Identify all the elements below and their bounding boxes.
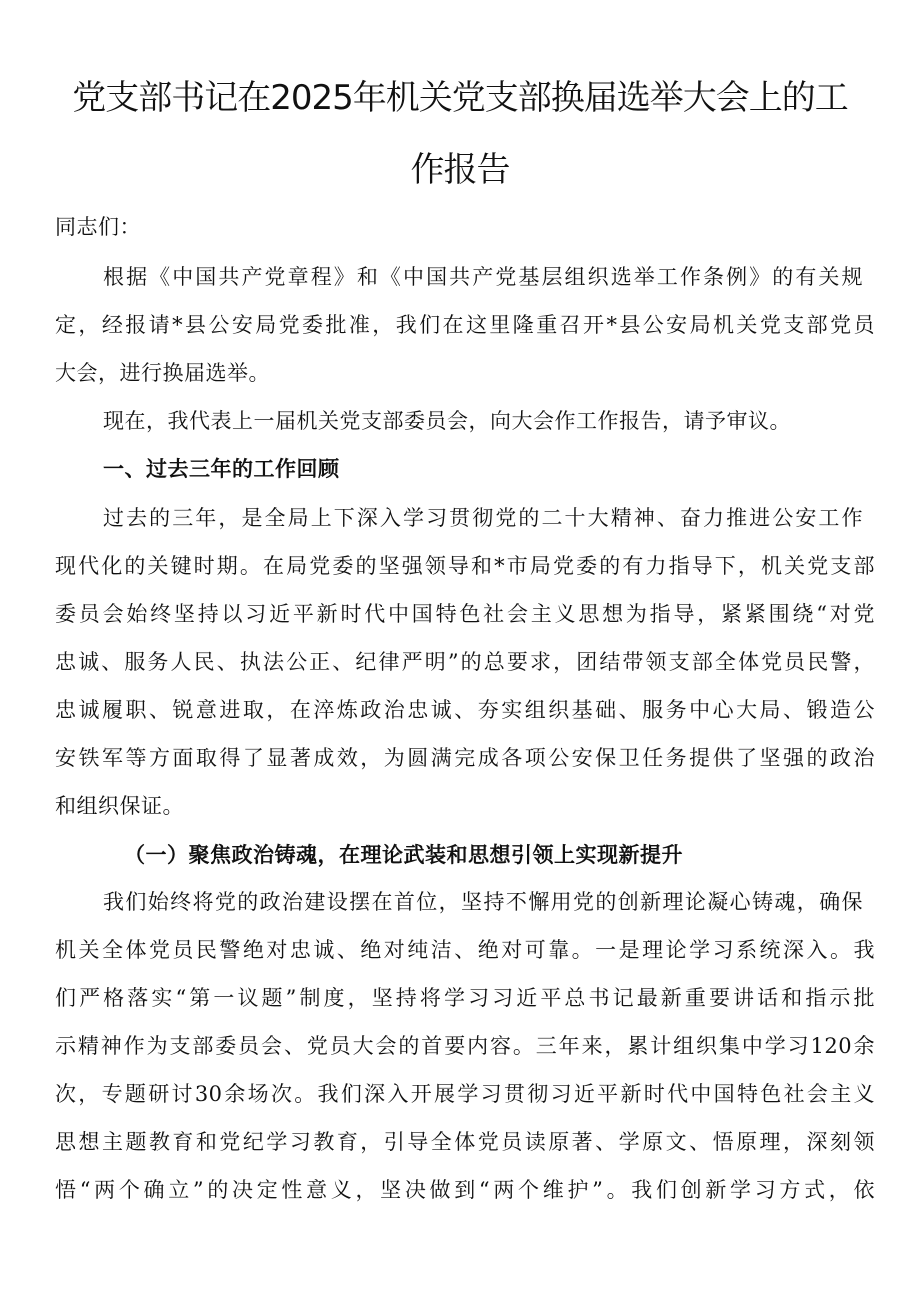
section-heading-review: 一、过去三年的工作回顾: [103, 456, 340, 481]
review-paragraph-line: 和组织保证。: [55, 794, 184, 818]
report-request-paragraph: 现在，我代表上一届机关党支部委员会，向大会作工作报告，请予审议。: [103, 409, 791, 433]
political-paragraph-line: 示精神作为支部委员会、党员大会的首要内容。三年来，累计组织集中学习120余: [55, 1034, 875, 1058]
review-paragraph-line: 委员会始终坚持以习近平新时代中国特色社会主义思想为指导，紧紧围绕“对党: [55, 602, 875, 626]
review-paragraph-line: 过去的三年，是全局上下深入学习贯彻党的二十大精神、奋力推进公安工作: [103, 506, 863, 530]
intro-paragraph-line: 定，经报请*县公安局党委批准，我们在这里隆重召开*县公安局机关党支部党员: [55, 313, 875, 337]
political-paragraph-line: 机关全体党员民警绝对忠诚、绝对纯洁、绝对可靠。一是理论学习系统深入。我: [55, 938, 875, 962]
salutation: 同志们：: [55, 215, 141, 239]
review-paragraph-line: 忠诚履职、锐意进取，在淬炼政治忠诚、夯实组织基础、服务中心大局、锻造公: [55, 698, 875, 722]
political-paragraph-line: 次，专题研讨30余场次。我们深入开展学习贯彻习近平新时代中国特色社会主义: [55, 1082, 875, 1106]
political-paragraph-line: 我们始终将党的政治建设摆在首位，坚持不懈用党的创新理论凝心铸魂，确保: [103, 890, 863, 914]
review-paragraph-line: 安铁军等方面取得了显著成效，为圆满完成各项公安保卫任务提供了坚强的政治: [55, 746, 875, 770]
document-title-line-1: 党支部书记在2025年机关党支部换届选举大会上的工: [72, 78, 848, 118]
political-paragraph-line: 思想主题教育和党纪学习教育，引导全体党员读原著、学原文、悟原理，深刻领: [55, 1130, 875, 1154]
review-paragraph-line: 现代化的关键时期。在局党委的坚强领导和*市局党委的有力指导下，机关党支部: [55, 554, 875, 578]
document-title-line-2: 作报告: [410, 150, 510, 190]
subsection-heading-political: （一）聚焦政治铸魂，在理论武装和思想引领上实现新提升: [124, 842, 683, 867]
political-paragraph-line: 悟“两个确立”的决定性意义，坚决做到“两个维护”。我们创新学习方式，依: [55, 1178, 875, 1202]
review-paragraph-line: 忠诚、服务人民、执法公正、纪律严明”的总要求，团结带领支部全体党员民警，: [55, 650, 875, 674]
intro-paragraph-line: 大会，进行换届选举。: [55, 361, 270, 385]
political-paragraph-line: 们严格落实“第一议题”制度，坚持将学习习近平总书记最新重要讲话和指示批: [55, 986, 875, 1010]
intro-paragraph-line: 根据《中国共产党章程》和《中国共产党基层组织选举工作条例》的有关规: [103, 265, 863, 289]
